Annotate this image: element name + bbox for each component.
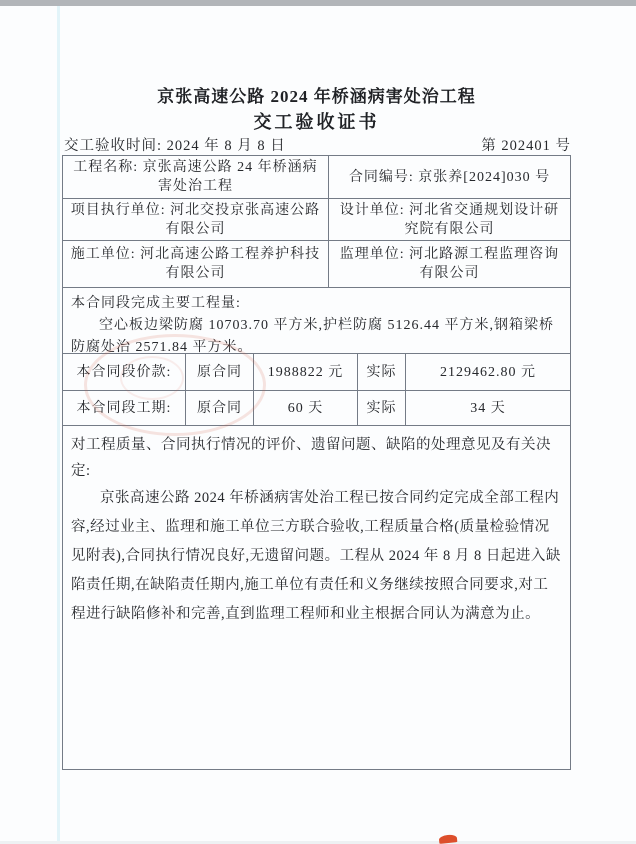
quantities-cell — [63, 288, 570, 353]
table-row-contract-price — [63, 354, 570, 391]
price-original-value-cell: 1988822 元 — [254, 354, 358, 390]
price-label-cell: 本合同段价款: — [63, 354, 186, 390]
scanner-edge-strip — [0, 0, 636, 6]
table-row-project — [63, 156, 570, 199]
table-row-contract-duration — [63, 391, 570, 426]
quantities-body: 空心板边梁防腐 10703.70 平方米,护栏防腐 5126.44 平方米,钢箱梁桥防腐处治 2571.84 平方米。 — [71, 318, 554, 355]
quantities-heading: 本合同段完成主要工程量: — [71, 296, 241, 311]
construction-unit-cell: 施工单位: 河北高速公路工程养护科技有限公司 — [63, 241, 329, 287]
price-original-label-cell: 原合同 — [186, 354, 254, 390]
price-actual-value-cell: 2129462.80 元 — [440, 364, 536, 380]
duration-label-cell: 本合同段工期: — [63, 391, 186, 425]
project-name-cell: 工程名称: 京张高速公路 24 年桥涵病害处治工程 — [63, 156, 329, 198]
duration-original-value-cell: 60 天 — [254, 391, 358, 425]
red-seal-fragment-bottom — [439, 834, 458, 844]
table-row-executor-designer — [63, 199, 570, 241]
doc-number-text: 第 202401 号 — [481, 138, 571, 154]
executor-unit-cell: 项目执行单位: 河北交投京张高速公路有限公司 — [63, 199, 329, 240]
evaluation-cell — [63, 426, 570, 769]
certificate-table — [62, 155, 571, 770]
table-row-constructor-supervisor — [63, 241, 570, 288]
price-actual-label-cell: 实际 — [358, 354, 406, 390]
evaluation-heading: 对工程质量、合同执行情况的评价、遗留问题、缺陷的处理意见及有关决定: — [71, 437, 551, 479]
duration-actual-value-cell: 34 天 — [470, 400, 506, 416]
evaluation-body: 京张高速公路 2024 年桥涵病害处治工程已按合同约定完成全部工程内容,经过业主、监理和施工单位三方联合验收,工程质量合格(质量检验情况见附表),合同执行情况良好,无遗留问题。工程从 2024 年 8 月 8 日起进入缺陷责任期,在缺陷责任期内,施工单位有责任和义务继续按照合同要求,对工程进行缺陷修补和完善,直到监理工程师和业主根据合同认为满意为止。 — [71, 490, 561, 622]
design-unit-cell: 设计单位: 河北省交通规划设计研究院有限公司 — [339, 202, 560, 237]
page-fold-line — [57, 6, 60, 841]
acceptance-time-text: 交工验收时间: 2024 年 8 月 8 日 — [64, 138, 286, 154]
document-title-line2: 交工验收证书 — [253, 112, 380, 132]
table-row-quantities — [63, 288, 570, 354]
duration-actual-label-cell: 实际 — [358, 391, 406, 425]
duration-original-label-cell: 原合同 — [186, 391, 254, 425]
meta-row — [64, 136, 571, 155]
supervision-unit-cell: 监理单位: 河北路源工程监理咨询有限公司 — [339, 247, 560, 281]
document-title-line1: 京张高速公路 2024 年桥涵病害处治工程 — [157, 87, 476, 106]
contract-number-cell: 合同编号: 京张养[2024]030 号 — [348, 169, 551, 185]
table-row-evaluation — [63, 426, 570, 769]
